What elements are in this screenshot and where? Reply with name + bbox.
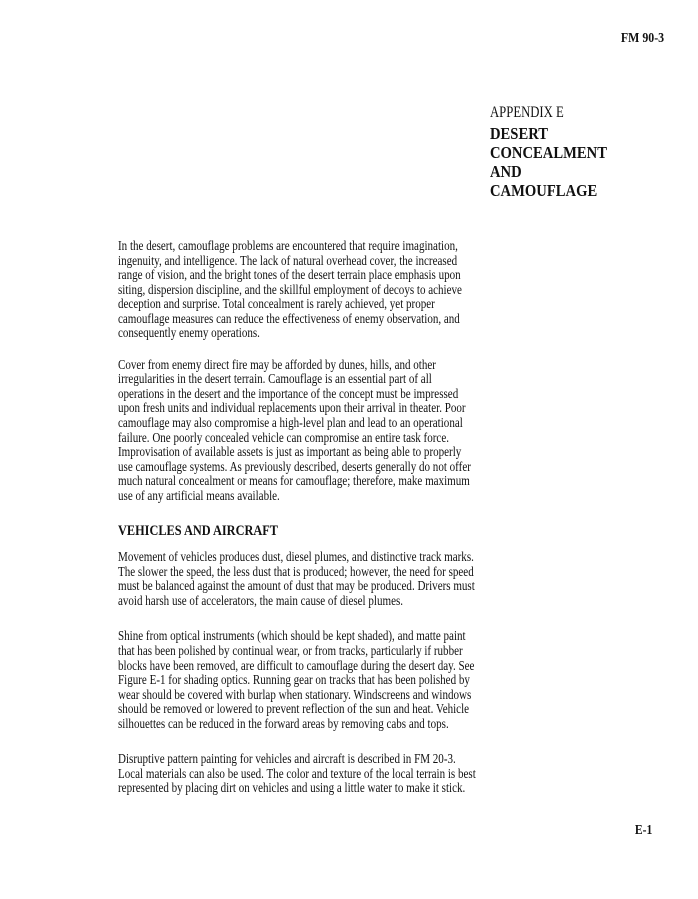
text-line: failure. One poorly concealed vehicle can compromise an entire task force.	[118, 429, 449, 445]
text-line: camouflage measures can reduce the effectiveness of enemy observation, and	[118, 310, 460, 326]
text-line: use of any artificial means available.	[118, 487, 280, 503]
text-line: wear should be covered with burlap when stationary. Windscreens and windows	[118, 686, 472, 702]
text-line: blocks have been removed, are difficult to camouflage during the desert day. See	[118, 657, 475, 673]
text-line: Cover from enemy direct fire may be afforded by dunes, hills, and other	[118, 356, 436, 372]
page-number: E-1	[634, 822, 652, 837]
text-line: siting, dispersion discipline, and the skillful employment of decoys to achieve	[118, 281, 462, 297]
appendix-title-block	[490, 104, 680, 200]
text-line: represented by placing dirt on vehicles and using a little water to make it stick.	[118, 780, 466, 796]
text-line: In the desert, camouflage problems are encountered that require imagination,	[118, 238, 458, 253]
appendix-title-line: CAMOUFLAGE	[490, 181, 598, 200]
text-line: Movement of vehicles produces dust, diesel plumes, and distinctive track marks.	[118, 549, 474, 565]
section-paragraph	[118, 550, 516, 608]
text-line: The slower the speed, the less dust that is produced; however, the need for speed	[118, 563, 474, 579]
text-line: that has been polished by continual wear, or from tracks, particularly if rubber	[118, 643, 463, 659]
text-line: should be removed or lowered to prevent reflection of the sun and heat. Vehicle	[118, 701, 470, 717]
intro-paragraph	[118, 358, 516, 503]
text-line: Local materials can also be used. The color and texture of the local terrain is best	[118, 765, 476, 781]
text-line: Improvisation of available assets is just as important as being able to properly	[118, 444, 462, 460]
intro-paragraph	[118, 239, 516, 341]
appendix-title-line: CONCEALMENT	[490, 143, 607, 162]
text-line: must be balanced against the amount of dust that may be produced. Drivers must	[118, 578, 475, 594]
text-line: Figure E-1 for shading optics. Running gear on tracks that has been polished by	[118, 672, 470, 688]
text-line: Shine from optical instruments (which should be kept shaded), and matte paint	[118, 628, 466, 644]
text-line: upon fresh units and individual replacements upon their arrival in theater. Poor	[118, 400, 466, 416]
text-line: ingenuity, and intelligence. The lack of natural overhead cover, the increased	[118, 252, 458, 268]
section-heading: VEHICLES AND AIRCRAFT	[118, 523, 278, 540]
text-line: deception and surprise. Total concealment is rarely achieved, yet proper	[118, 296, 435, 312]
text-line: range of vision, and the bright tones of the desert terrain place emphasis upon	[118, 267, 461, 283]
text-line: camouflage may also compromise a high-level plan and lead to an operational	[118, 415, 463, 431]
body-text	[118, 239, 516, 796]
text-line: consequently enemy operations.	[118, 325, 260, 341]
text-line: Disruptive pattern painting for vehicles and aircraft is described in FM 20-3.	[118, 751, 456, 767]
section-paragraph	[118, 629, 516, 731]
text-line: use camouflage systems. As previously described, deserts generally do not offer	[118, 458, 471, 474]
text-line: irregularities in the desert terrain. Camouflage is an essential part of all	[118, 371, 432, 387]
text-line: avoid harsh use of accelerators, the main cause of diesel plumes.	[118, 592, 404, 608]
text-line: silhouettes can be reduced in the forward areas by removing cabs and tops.	[118, 715, 449, 731]
appendix-title-line: DESERT	[490, 124, 548, 143]
text-line: much natural concealment or means for camouflage; therefore, make maximum	[118, 473, 470, 489]
section-paragraph	[118, 752, 516, 796]
appendix-title-line: AND	[490, 162, 522, 181]
text-line: operations in the desert and the importance of the concept must be impressed	[118, 385, 459, 401]
manual-id-header: FM 90-3	[620, 30, 664, 45]
appendix-label: APPENDIX E	[490, 104, 564, 121]
